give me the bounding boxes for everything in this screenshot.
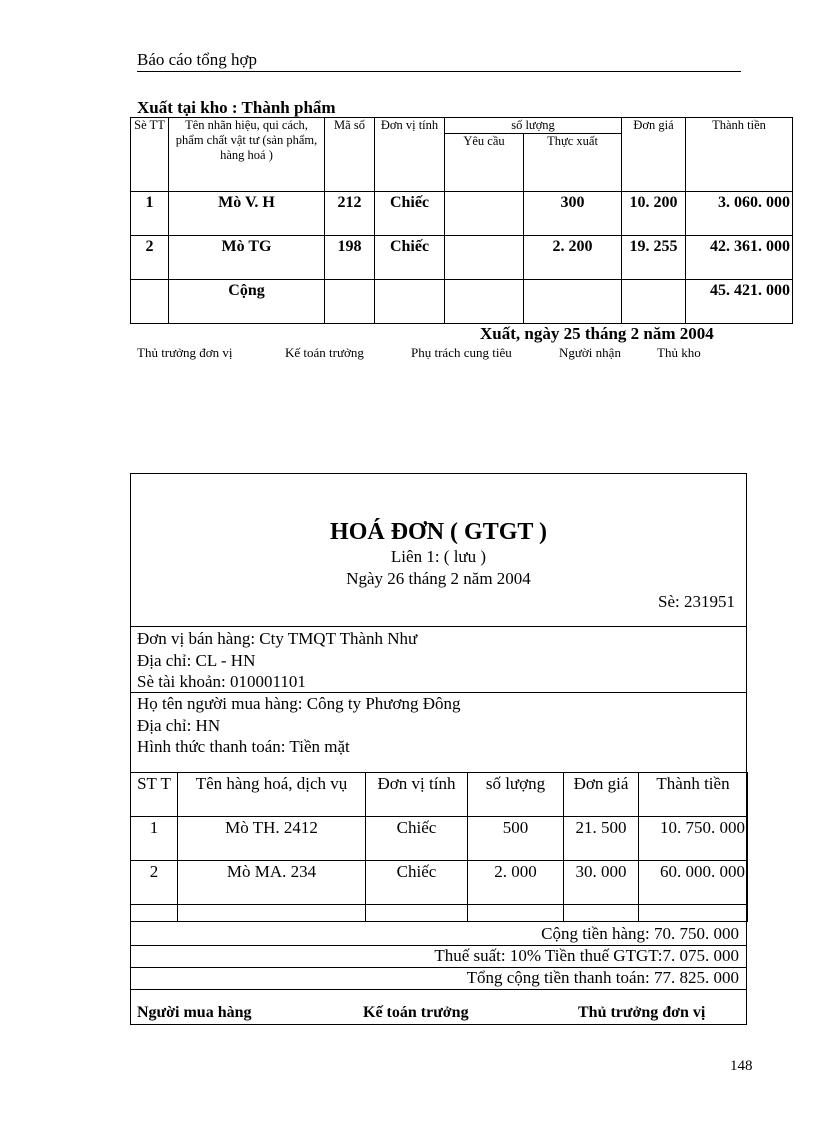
seller-name: Đơn vị bán hàng: Cty TMQT Thành Như xyxy=(137,629,418,648)
seller-address: Địa chỉ: CL - HN xyxy=(137,651,256,670)
cell xyxy=(131,280,169,324)
buyer-address: Địa chỉ: HN xyxy=(137,716,221,735)
cell xyxy=(178,905,366,922)
cell xyxy=(375,280,445,324)
page-number: 148 xyxy=(730,1058,753,1074)
col-qty: số lượng xyxy=(445,118,622,134)
signature-label: Người nhận xyxy=(559,345,621,360)
cell: 198 xyxy=(325,236,375,280)
col-name: Tên nhãn hiệu, qui cách, phẩm chất vật tư (sản phẩm, hàng hoá ) xyxy=(169,118,325,192)
divider xyxy=(131,989,746,990)
vat-invoice xyxy=(130,473,747,1025)
col-qty-act: Thực xuất xyxy=(524,134,622,192)
buyer-name: Họ tên người mua hàng: Công ty Phương Đông xyxy=(137,694,461,713)
col-stt: Sè TT xyxy=(131,118,169,192)
cell xyxy=(468,905,564,922)
signature-label: Thủ trưởng đơn vị xyxy=(578,1004,706,1021)
signature-label: Phụ trách cung tiêu xyxy=(411,345,512,360)
col-unit: Đơn vị tính xyxy=(366,773,468,817)
table-row xyxy=(131,192,793,236)
cell: 2. 200 xyxy=(524,236,622,280)
cell: 500 xyxy=(468,817,564,861)
signature-label: Thủ trưởng đơn vị xyxy=(137,345,233,360)
cell: 2. 000 xyxy=(468,861,564,905)
cell: 19. 255 xyxy=(622,236,686,280)
signature-label: Kế toán trưởng xyxy=(285,345,364,360)
table-row xyxy=(131,817,748,861)
subtotal: Cộng tiền hàng: 70. 750. 000 xyxy=(541,924,739,943)
payment-method: Hình thức thanh toán: Tiền mặt xyxy=(137,737,350,756)
col-name: Tên hàng hoá, dịch vụ xyxy=(178,773,366,817)
cell xyxy=(564,905,639,922)
warehouse-caption: Xuất tại kho : Thành phẩm xyxy=(137,98,336,117)
cell: Chiếc xyxy=(375,192,445,236)
col-qty: số lượng xyxy=(468,773,564,817)
total-row xyxy=(131,280,793,324)
divider xyxy=(131,692,746,693)
invoice-table xyxy=(130,772,748,922)
cell: 1 xyxy=(131,817,178,861)
cell xyxy=(639,905,748,922)
cell xyxy=(524,280,622,324)
cell: 30. 000 xyxy=(564,861,639,905)
col-qty-req: Yêu cầu xyxy=(445,134,524,192)
col-amount: Thành tiền xyxy=(686,118,793,192)
invoice-number: Sè: 231951 xyxy=(658,592,735,611)
table-row xyxy=(131,861,748,905)
vat-line: Thuế suất: 10% Tiền thuế GTGT:7. 075. 000 xyxy=(434,946,739,965)
cell: Mò TG xyxy=(169,236,325,280)
cell: 21. 500 xyxy=(564,817,639,861)
cell: Chiếc xyxy=(366,817,468,861)
cell xyxy=(366,905,468,922)
export-note-table xyxy=(130,117,793,324)
col-unit: Đơn vị tính xyxy=(375,118,445,192)
cell: 10. 200 xyxy=(622,192,686,236)
cell: Mò TH. 2412 xyxy=(178,817,366,861)
col-code: Mã số xyxy=(325,118,375,192)
cell: Chiếc xyxy=(375,236,445,280)
invoice-date: Ngày 26 tháng 2 năm 2004 xyxy=(346,569,531,588)
cell: 2 xyxy=(131,236,169,280)
total-label: Cộng xyxy=(169,280,325,324)
cell: 10. 750. 000 xyxy=(639,817,748,861)
cell: Mò V. H xyxy=(169,192,325,236)
export-date: Xuất, ngày 25 tháng 2 năm 2004 xyxy=(480,324,714,343)
cell xyxy=(445,280,524,324)
cell xyxy=(445,192,524,236)
signature-label: Thủ kho xyxy=(657,345,701,360)
col-amount: Thành tiền xyxy=(639,773,748,817)
seller-account: Sè tài khoản: 010001101 xyxy=(137,672,306,691)
invoice-copy: Liên 1: ( lưu ) xyxy=(390,547,487,566)
signature-label: Kế toán trưởng xyxy=(363,1004,469,1021)
table-row xyxy=(131,236,793,280)
cell xyxy=(445,236,524,280)
col-price: Đơn giá xyxy=(564,773,639,817)
invoice-title: HOÁ ĐƠN ( GTGT ) xyxy=(330,519,547,545)
cell: 42. 361. 000 xyxy=(686,236,793,280)
divider xyxy=(131,626,746,627)
total-amount: 45. 421. 000 xyxy=(686,280,793,324)
cell: 60. 000. 000 xyxy=(639,861,748,905)
cell xyxy=(622,280,686,324)
empty-row xyxy=(131,905,748,922)
cell: 212 xyxy=(325,192,375,236)
col-price: Đơn giá xyxy=(622,118,686,192)
cell: 2 xyxy=(131,861,178,905)
cell: 300 xyxy=(524,192,622,236)
col-stt: ST T xyxy=(131,773,178,817)
cell: Mò MA. 234 xyxy=(178,861,366,905)
signature-label: Người mua hàng xyxy=(137,1004,252,1021)
cell: 3. 060. 000 xyxy=(686,192,793,236)
cell: 1 xyxy=(131,192,169,236)
cell xyxy=(131,905,178,922)
grand-total: Tổng cộng tiền thanh toán: 77. 825. 000 xyxy=(466,968,739,987)
cell: Chiếc xyxy=(366,861,468,905)
cell xyxy=(325,280,375,324)
report-header: Báo cáo tổng hợp xyxy=(137,50,741,72)
